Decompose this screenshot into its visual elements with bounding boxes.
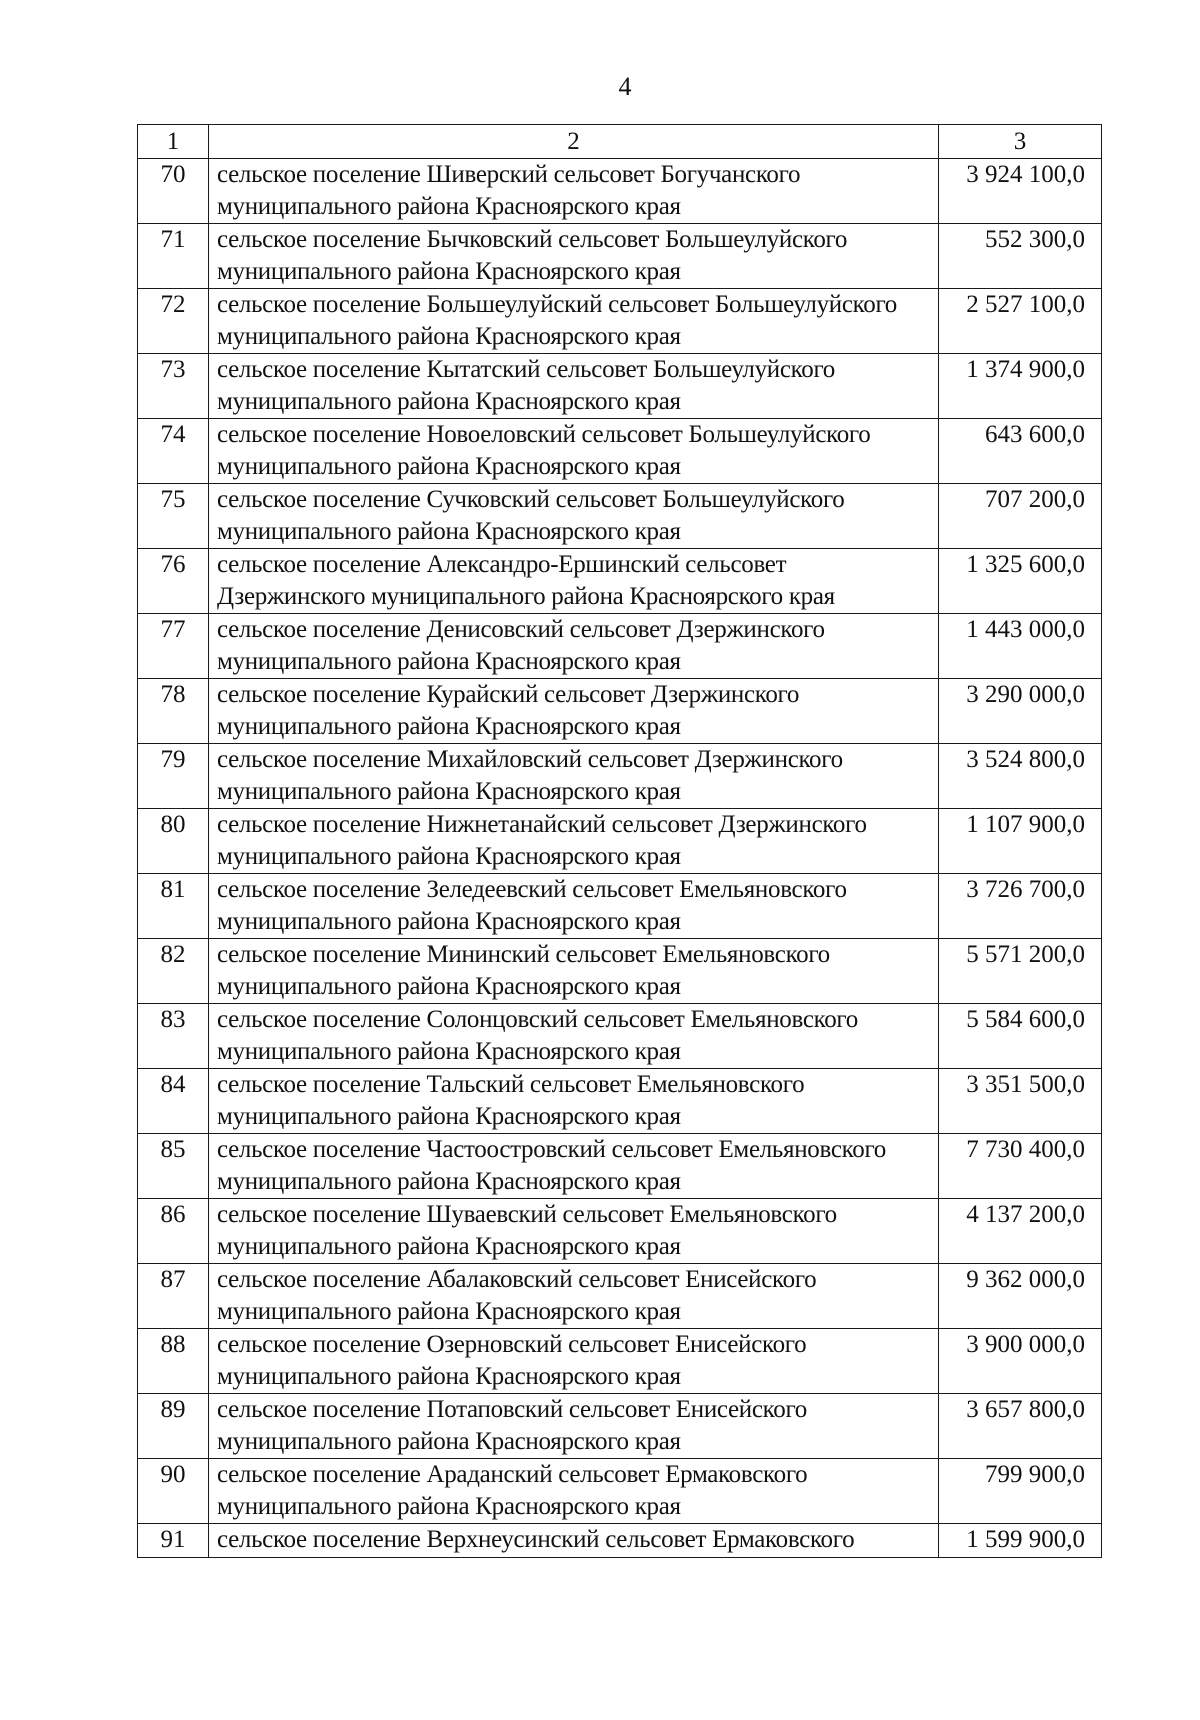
column-header-name: 2 xyxy=(209,125,939,159)
allocation-amount: 707 200,0 xyxy=(939,484,1102,549)
settlement-name: сельское поселение Тальский сельсовет Емельяновского муниципального района Красноярского края xyxy=(209,1069,939,1134)
row-number: 85 xyxy=(138,1134,209,1199)
settlement-name: сельское поселение Частоостровский сельсовет Емельяновского муниципального района Красноярского края xyxy=(209,1134,939,1199)
row-number: 73 xyxy=(138,354,209,419)
allocation-amount: 1 107 900,0 xyxy=(939,809,1102,874)
allocation-amount: 643 600,0 xyxy=(939,419,1102,484)
table-row xyxy=(138,549,1102,614)
table-row xyxy=(138,224,1102,289)
allocation-table-body xyxy=(138,125,1102,1558)
page-number: 4 xyxy=(618,72,632,101)
row-number: 83 xyxy=(138,1004,209,1069)
allocation-amount: 3 657 800,0 xyxy=(939,1394,1102,1459)
table-row xyxy=(138,1004,1102,1069)
settlement-name: сельское поселение Денисовский сельсовет Дзержинского муниципального района Красноярского края xyxy=(209,614,939,679)
allocation-amount: 5 584 600,0 xyxy=(939,1004,1102,1069)
table-row xyxy=(138,874,1102,939)
settlement-name: сельское поселение Курайский сельсовет Дзержинского муниципального района Красноярского края xyxy=(209,679,939,744)
row-number: 89 xyxy=(138,1394,209,1459)
allocation-amount: 1 374 900,0 xyxy=(939,354,1102,419)
row-number: 81 xyxy=(138,874,209,939)
settlement-name: сельское поселение Михайловский сельсовет Дзержинского муниципального района Красноярского края xyxy=(209,744,939,809)
allocation-amount: 4 137 200,0 xyxy=(939,1199,1102,1264)
row-number: 75 xyxy=(138,484,209,549)
table-row xyxy=(138,419,1102,484)
allocation-amount: 3 351 500,0 xyxy=(939,1069,1102,1134)
row-number: 76 xyxy=(138,549,209,614)
settlement-name: сельское поселение Озерновский сельсовет Енисейского муниципального района Красноярского края xyxy=(209,1329,939,1394)
settlement-name: сельское поселение Новоеловский сельсовет Большеулуйского муниципального района Красноярского края xyxy=(209,419,939,484)
allocation-amount: 1 325 600,0 xyxy=(939,549,1102,614)
allocation-amount: 799 900,0 xyxy=(939,1459,1102,1524)
allocation-amount: 1 599 900,0 xyxy=(939,1524,1102,1558)
table-row xyxy=(138,1069,1102,1134)
settlement-name: сельское поселение Нижнетанайский сельсовет Дзержинского муниципального района Красноярского края xyxy=(209,809,939,874)
table-row xyxy=(138,354,1102,419)
settlement-name: сельское поселение Араданский сельсовет Ермаковского муниципального района Красноярского края xyxy=(209,1459,939,1524)
row-number: 74 xyxy=(138,419,209,484)
table-row xyxy=(138,1199,1102,1264)
settlement-name: сельское поселение Верхнеусинский сельсовет Ермаковского xyxy=(209,1524,939,1558)
allocation-amount: 5 571 200,0 xyxy=(939,939,1102,1004)
table-row xyxy=(138,484,1102,549)
settlement-name: сельское поселение Бычковский сельсовет Большеулуйского муниципального района Красноярского края xyxy=(209,224,939,289)
table-row xyxy=(138,1524,1102,1558)
settlement-name: сельское поселение Потаповский сельсовет Енисейского муниципального района Красноярского края xyxy=(209,1394,939,1459)
row-number: 72 xyxy=(138,289,209,354)
allocation-amount: 3 726 700,0 xyxy=(939,874,1102,939)
column-header-amount: 3 xyxy=(939,125,1102,159)
row-number: 87 xyxy=(138,1264,209,1329)
settlement-name: сельское поселение Мининский сельсовет Емельяновского муниципального района Красноярского края xyxy=(209,939,939,1004)
settlement-name: сельское поселение Солонцовский сельсовет Емельяновского муниципального района Красноярского края xyxy=(209,1004,939,1069)
allocation-amount: 1 443 000,0 xyxy=(939,614,1102,679)
table-row xyxy=(138,1134,1102,1199)
settlement-name: сельское поселение Большеулуйский сельсовет Большеулуйского муниципального района Красноярского края xyxy=(209,289,939,354)
settlement-name: сельское поселение Шиверский сельсовет Богучанского муниципального района Красноярского края xyxy=(209,159,939,224)
table-row xyxy=(138,1394,1102,1459)
allocation-amount: 2 527 100,0 xyxy=(939,289,1102,354)
row-number: 88 xyxy=(138,1329,209,1394)
column-header-number: 1 xyxy=(138,125,209,159)
row-number: 84 xyxy=(138,1069,209,1134)
settlement-name: сельское поселение Сучковский сельсовет Большеулуйского муниципального района Красноярского края xyxy=(209,484,939,549)
row-number: 82 xyxy=(138,939,209,1004)
allocation-amount: 9 362 000,0 xyxy=(939,1264,1102,1329)
table-row xyxy=(138,1264,1102,1329)
allocation-table xyxy=(137,124,1102,1558)
row-number: 77 xyxy=(138,614,209,679)
row-number: 78 xyxy=(138,679,209,744)
table-row xyxy=(138,159,1102,224)
table-row xyxy=(138,744,1102,809)
allocation-amount: 7 730 400,0 xyxy=(939,1134,1102,1199)
table-row xyxy=(138,289,1102,354)
header-row xyxy=(138,125,1102,159)
table-row xyxy=(138,679,1102,744)
allocation-amount: 3 900 000,0 xyxy=(939,1329,1102,1394)
table-row xyxy=(138,614,1102,679)
settlement-name: сельское поселение Кытатский сельсовет Большеулуйского муниципального района Красноярского края xyxy=(209,354,939,419)
row-number: 70 xyxy=(138,159,209,224)
settlement-name: сельское поселение Абалаковский сельсовет Енисейского муниципального района Красноярского края xyxy=(209,1264,939,1329)
settlement-name: сельское поселение Шуваевский сельсовет Емельяновского муниципального района Красноярского края xyxy=(209,1199,939,1264)
allocation-amount: 3 924 100,0 xyxy=(939,159,1102,224)
row-number: 80 xyxy=(138,809,209,874)
allocation-amount: 552 300,0 xyxy=(939,224,1102,289)
allocation-amount: 3 524 800,0 xyxy=(939,744,1102,809)
table-row xyxy=(138,1459,1102,1524)
row-number: 71 xyxy=(138,224,209,289)
table-row xyxy=(138,809,1102,874)
settlement-name: сельское поселение Зеледеевский сельсовет Емельяновского муниципального района Красноярского края xyxy=(209,874,939,939)
table-row xyxy=(138,1329,1102,1394)
settlement-name: сельское поселение Александро-Ершинский сельсовет Дзержинского муниципального района Красноярского края xyxy=(209,549,939,614)
allocation-amount: 3 290 000,0 xyxy=(939,679,1102,744)
row-number: 86 xyxy=(138,1199,209,1264)
row-number: 90 xyxy=(138,1459,209,1524)
row-number: 79 xyxy=(138,744,209,809)
row-number: 91 xyxy=(138,1524,209,1558)
table-row xyxy=(138,939,1102,1004)
